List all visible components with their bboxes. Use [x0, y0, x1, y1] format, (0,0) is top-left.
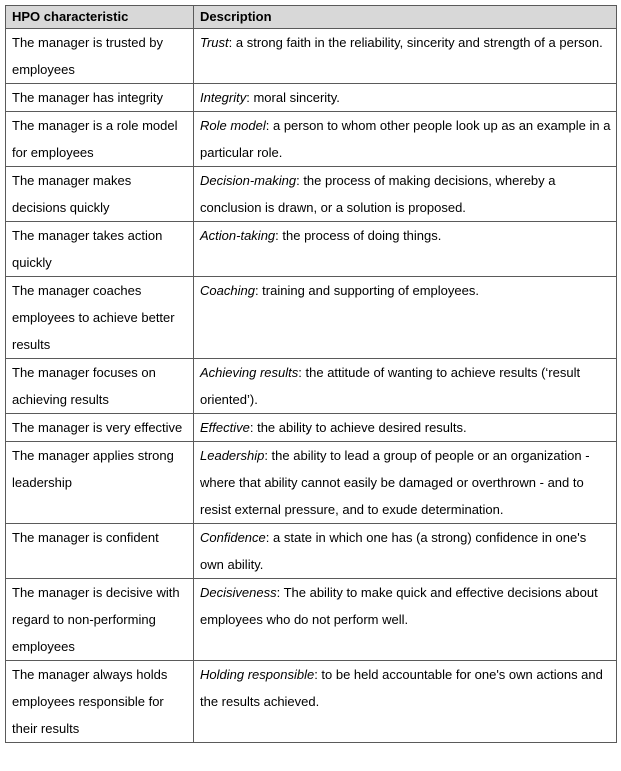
definition: : the ability to lead a group of people or an organization - where that ability cannot easily be damaged or overthrown - and to resist external pressure, and to exude determination. [200, 448, 590, 517]
term: Achieving results [200, 365, 299, 380]
characteristic-cell: The manager is very effective [6, 414, 194, 442]
term: Confidence [200, 530, 266, 545]
term: Role model [200, 118, 266, 133]
definition: : a person to whom other people look up as an example in a particular role. [200, 118, 611, 160]
characteristic-cell: The manager is a role model for employees [6, 112, 194, 167]
term: Trust [200, 35, 229, 50]
definition: : to be held accountable for one's own actions and the results achieved. [200, 667, 603, 709]
characteristic-cell: The manager always holds employees responsible for their results [6, 661, 194, 743]
description-cell [194, 112, 617, 167]
description-cell [194, 442, 617, 524]
table-row [6, 579, 617, 661]
table-row [6, 414, 617, 442]
definition: : the ability to achieve desired results. [249, 420, 467, 435]
term: Effective [200, 420, 250, 435]
definition: : a state in which one has (a strong) confidence in one's own ability. [200, 530, 587, 572]
description-cell [194, 524, 617, 579]
term: Decision-making [200, 173, 297, 188]
table-row [6, 29, 617, 84]
header-hpo-characteristic: HPO characteristic [6, 6, 194, 29]
term: Holding responsible [200, 667, 315, 682]
definition: : training and supporting of employees. [254, 283, 479, 298]
description-cell [194, 579, 617, 661]
description-cell [194, 414, 617, 442]
description-cell [194, 84, 617, 112]
definition: : moral sincerity. [246, 90, 340, 105]
header-description: Description [194, 6, 617, 29]
term: Decisiveness [200, 585, 277, 600]
description-cell [194, 277, 617, 359]
description-cell [194, 29, 617, 84]
characteristic-cell: The manager is trusted by employees [6, 29, 194, 84]
description-cell [194, 222, 617, 277]
characteristic-cell: The manager coaches employees to achieve better results [6, 277, 194, 359]
table-row [6, 359, 617, 414]
table-row [6, 442, 617, 524]
definition: : The ability to make quick and effective decisions about employees who do not perform well. [200, 585, 598, 627]
description-cell [194, 359, 617, 414]
definition: : the process of making decisions, whereby a conclusion is drawn, or a solution is proposed. [200, 173, 556, 215]
table-row [6, 84, 617, 112]
definition: : the process of doing things. [275, 228, 442, 243]
term: Leadership [200, 448, 265, 463]
characteristic-cell: The manager has integrity [6, 84, 194, 112]
table-row [6, 661, 617, 743]
term: Coaching [200, 283, 255, 298]
table-header-row [6, 6, 617, 29]
table-row [6, 112, 617, 167]
description-cell [194, 167, 617, 222]
characteristic-cell: The manager is decisive with regard to non-performing employees [6, 579, 194, 661]
characteristic-cell: The manager is confident [6, 524, 194, 579]
description-cell [194, 661, 617, 743]
characteristic-cell: The manager makes decisions quickly [6, 167, 194, 222]
term: Integrity [200, 90, 247, 105]
characteristic-cell: The manager applies strong leadership [6, 442, 194, 524]
hpo-characteristics-table [5, 5, 617, 743]
characteristic-cell: The manager focuses on achieving results [6, 359, 194, 414]
table-row [6, 167, 617, 222]
table-row [6, 524, 617, 579]
characteristic-cell: The manager takes action quickly [6, 222, 194, 277]
term: Action-taking [200, 228, 276, 243]
definition: : a strong faith in the reliability, sincerity and strength of a person. [228, 35, 603, 50]
definition: : the attitude of wanting to achieve results (‘result oriented’). [200, 365, 581, 407]
table-row [6, 277, 617, 359]
table-row [6, 222, 617, 277]
